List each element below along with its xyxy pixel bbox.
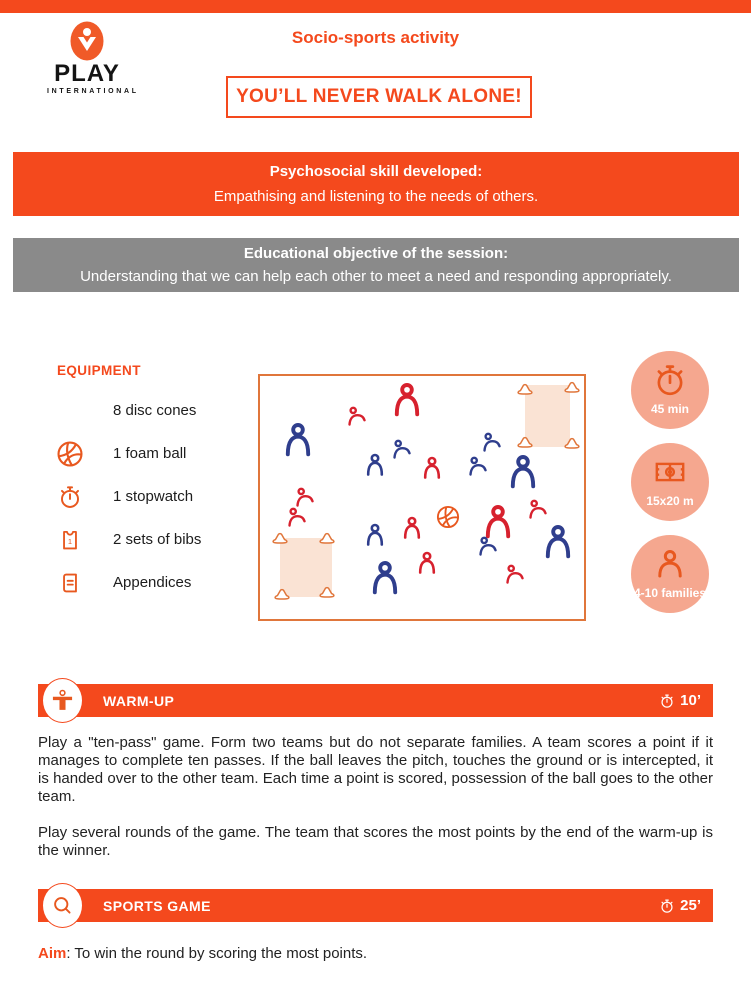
stopwatch-icon [57, 484, 83, 510]
pitch-size-label: 15x20 m [646, 494, 694, 508]
equipment-item [57, 475, 201, 518]
equipment-list [57, 389, 201, 604]
equipment-item [57, 518, 201, 561]
stopwatch-icon [652, 362, 688, 398]
equipment-item [57, 432, 201, 475]
cone-icon [57, 398, 83, 424]
sports-game-title: SPORTS GAME [103, 897, 211, 914]
bib-icon [57, 527, 83, 553]
objective-banner [13, 238, 739, 292]
equipment-item [57, 561, 201, 604]
duration-label: 45 min [650, 402, 689, 416]
group-size-label: 4-10 families [633, 586, 707, 600]
pitch-icon [652, 454, 688, 490]
duration-badge [631, 351, 709, 429]
warmup-person-icon [50, 688, 75, 713]
objective-banner-body: Understanding that we can help each other to meet a need and responding appropriately. [80, 268, 672, 285]
objective-banner-heading: Educational objective of the session: [243, 245, 509, 262]
pitch-size-badge [631, 443, 709, 521]
equipment-heading: EQUIPMENT [57, 363, 141, 378]
session-info-column [631, 351, 709, 613]
doc-type-heading: Socio-sports activity [291, 28, 460, 47]
person-icon [652, 546, 688, 582]
skill-banner-body: Empathising and listening to the needs of others. [213, 188, 539, 205]
aim-label: Aim [38, 945, 67, 962]
magnifier-icon [50, 893, 75, 918]
warmup-badge [42, 678, 83, 723]
skill-banner [13, 152, 739, 216]
aim-line [38, 945, 713, 962]
warmup-title: WARM-UP [103, 692, 175, 709]
stopwatch-icon [659, 693, 675, 709]
activity-title: YOU’LL NEVER WALK ALONE! [236, 86, 522, 107]
logo-sub-text: INTERNATIONAL [47, 88, 139, 95]
sports-game-section-header [38, 889, 713, 922]
aim-text: : To win the round by scoring the most points. [66, 945, 368, 962]
pitch-diagram [258, 374, 586, 621]
appendix-icon [57, 570, 83, 596]
equipment-item-label: 1 foam ball [113, 445, 187, 462]
sports-game-duration: 25’ [680, 897, 701, 914]
warmup-duration-group [659, 692, 701, 709]
stopwatch-icon [659, 898, 675, 914]
activity-title-box [226, 76, 532, 118]
equipment-item-label: 1 stopwatch [113, 488, 194, 505]
equipment-item [57, 389, 201, 432]
equipment-item-label: Appendices [113, 574, 192, 591]
ball-icon [57, 441, 83, 467]
logo-brand-text: PLAY [54, 60, 120, 87]
equipment-item-label: 8 disc cones [113, 402, 197, 419]
skill-banner-heading: Psychosocial skill developed: [269, 163, 483, 180]
equipment-item-label: 2 sets of bibs [113, 531, 202, 548]
sports-game-badge [42, 883, 83, 928]
warmup-paragraph-1: Play a "ten-pass" game. Form two teams but do not separate families. A team scores a point if it manages to complete ten passes. If the ball leaves the pitch, touches the ground or is intercepted, it is handed over to the other team. Each time a point is scored, possession of the ball goes to the other team. [38, 734, 713, 805]
warmup-section-header [38, 684, 713, 717]
warmup-description [38, 734, 713, 878]
group-size-badge [631, 535, 709, 613]
top-accent-bar [0, 0, 751, 13]
sports-game-duration-group [659, 897, 701, 914]
warmup-duration: 10’ [680, 692, 701, 709]
warmup-paragraph-2: Play several rounds of the game. The team that scores the most points by the end of the warm-up is the winner. [38, 824, 713, 859]
